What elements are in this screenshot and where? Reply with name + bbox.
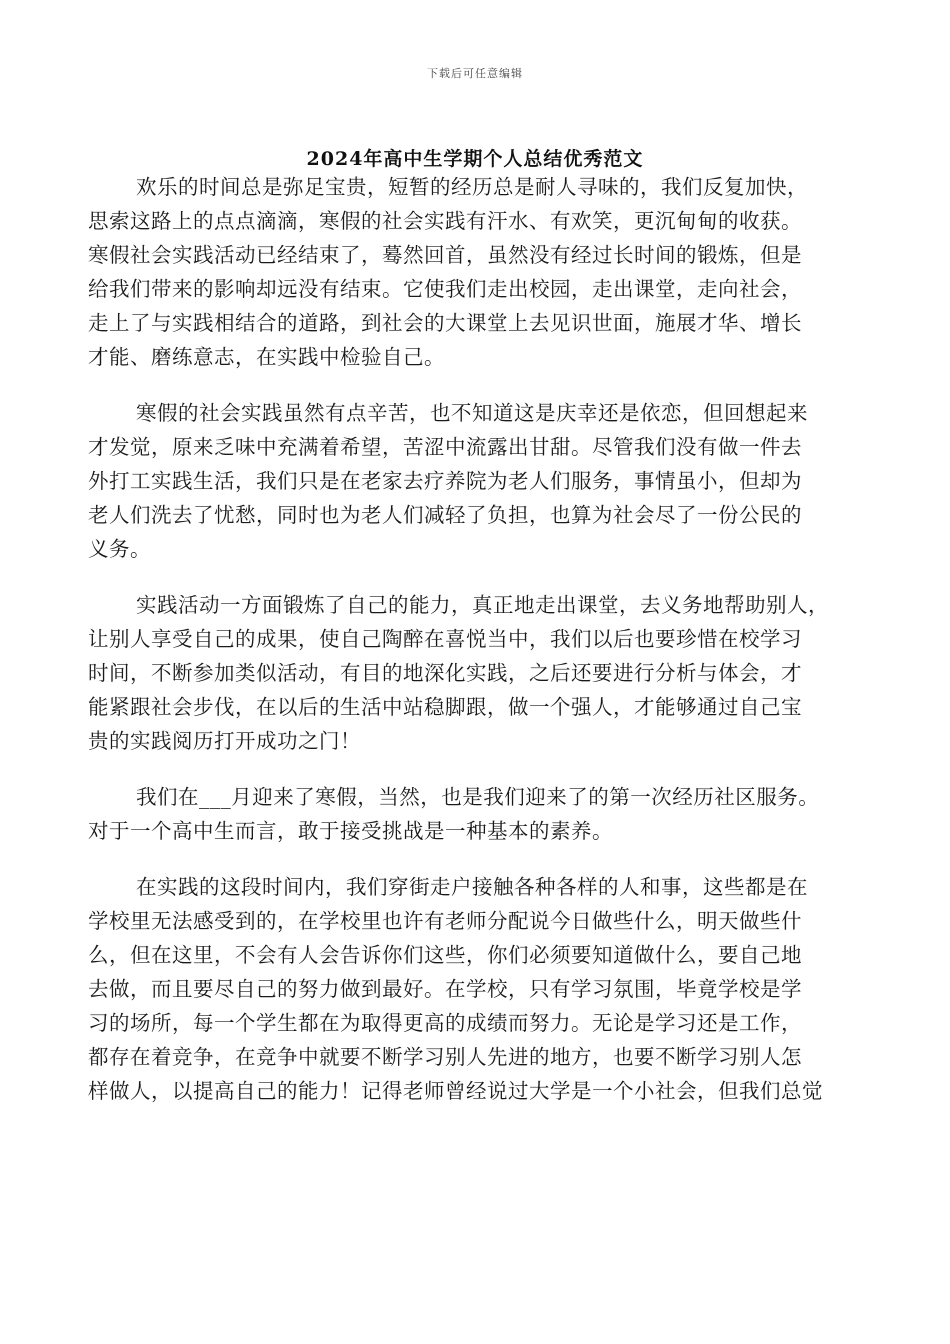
- text-line: 寒假的社会实践虽然有点辛苦，也不知道这是庆幸还是依恋，但回想起来: [136, 401, 808, 425]
- text-line: 给我们带来的影响却远没有结束。它使我们走出校园，走出课堂，走向社会，: [88, 277, 802, 301]
- text-line: 思索这路上的点点滴滴，寒假的社会实践有汗水、有欢笑，更沉甸甸的收获。: [88, 209, 802, 233]
- text-line: 在实践的这段时间内，我们穿街走户接触各种各样的人和事，这些都是在: [136, 875, 808, 899]
- text-line: 学校里无法感受到的，在学校里也许有老师分配说今日做些什么，明天做些什: [88, 909, 802, 933]
- text-line: 都存在着竞争，在竞争中就要不断学习别人先进的地方，也要不断学习别人怎: [88, 1045, 802, 1069]
- text-line: 义务。: [88, 537, 151, 561]
- text-line: 走上了与实践相结合的道路，到社会的大课堂上去见识世面，施展才华、增长: [88, 311, 802, 335]
- text-line: 让别人享受自己的成果，使自己陶醉在喜悦当中，我们以后也要珍惜在校学习: [88, 627, 802, 651]
- paragraph-1: [88, 170, 858, 374]
- paragraph-2: [88, 396, 858, 566]
- text-line: 老人们洗去了忧愁，同时也为老人们减轻了负担，也算为社会尽了一份公民的: [88, 503, 802, 527]
- text-line: 外打工实践生活，我们只是在老家去疗养院为老人们服务，事情虽小，但却为: [88, 469, 802, 493]
- text-line: 实践活动一方面锻炼了自己的能力，真正地走出课堂，去义务地帮助别人，: [136, 593, 829, 617]
- text-line: 能紧跟社会步伐，在以后的生活中站稳脚跟，做一个强人，才能够通过自己宝: [88, 695, 802, 719]
- text-line: 贵的实践阅历打开成功之门！: [88, 729, 361, 753]
- text-line: 去做，而且要尽自己的努力做到最好。在学校，只有学习氛围，毕竟学校是学: [88, 977, 802, 1001]
- header-note: 下载后可任意编辑: [427, 67, 523, 80]
- text-line: 么，但在这里，不会有人会告诉你们这些，你们必须要知道做什么，要自己地: [88, 943, 802, 967]
- text-line: 对于一个高中生而言，敢于接受挑战是一种基本的素养。: [88, 819, 613, 843]
- text-line: 时间，不断参加类似活动，有目的地深化实践，之后还要进行分析与体会，才: [88, 661, 802, 685]
- document-title: 2024年高中生学期个人总结优秀范文: [306, 148, 644, 170]
- text-line: 寒假社会实践活动已经结束了，蓦然回首，虽然没有经过长时间的锻炼，但是: [88, 243, 802, 267]
- text-line: 我们在___月迎来了寒假，当然，也是我们迎来了的第一次经历社区服务。: [136, 785, 820, 809]
- text-line: 样做人，以提高自己的能力！记得老师曾经说过大学是一个小社会，但我们总觉: [88, 1079, 823, 1103]
- text-line: 才发觉，原来乏味中充满着希望，苦涩中流露出甘甜。尽管我们没有做一件去: [88, 435, 802, 459]
- text-line: 习的场所，每一个学生都在为取得更高的成绩而努力。无论是学习还是工作，: [88, 1011, 802, 1035]
- text-line: 才能、磨练意志，在实践中检验自己。: [88, 345, 445, 369]
- paragraph-3: [88, 588, 858, 758]
- document-body: [88, 170, 858, 1130]
- paragraph-4: [88, 780, 858, 848]
- paragraph-5: [88, 870, 858, 1108]
- text-line: 欢乐的时间总是弥足宝贵，短暂的经历总是耐人寻味的，我们反复加快，: [136, 175, 808, 199]
